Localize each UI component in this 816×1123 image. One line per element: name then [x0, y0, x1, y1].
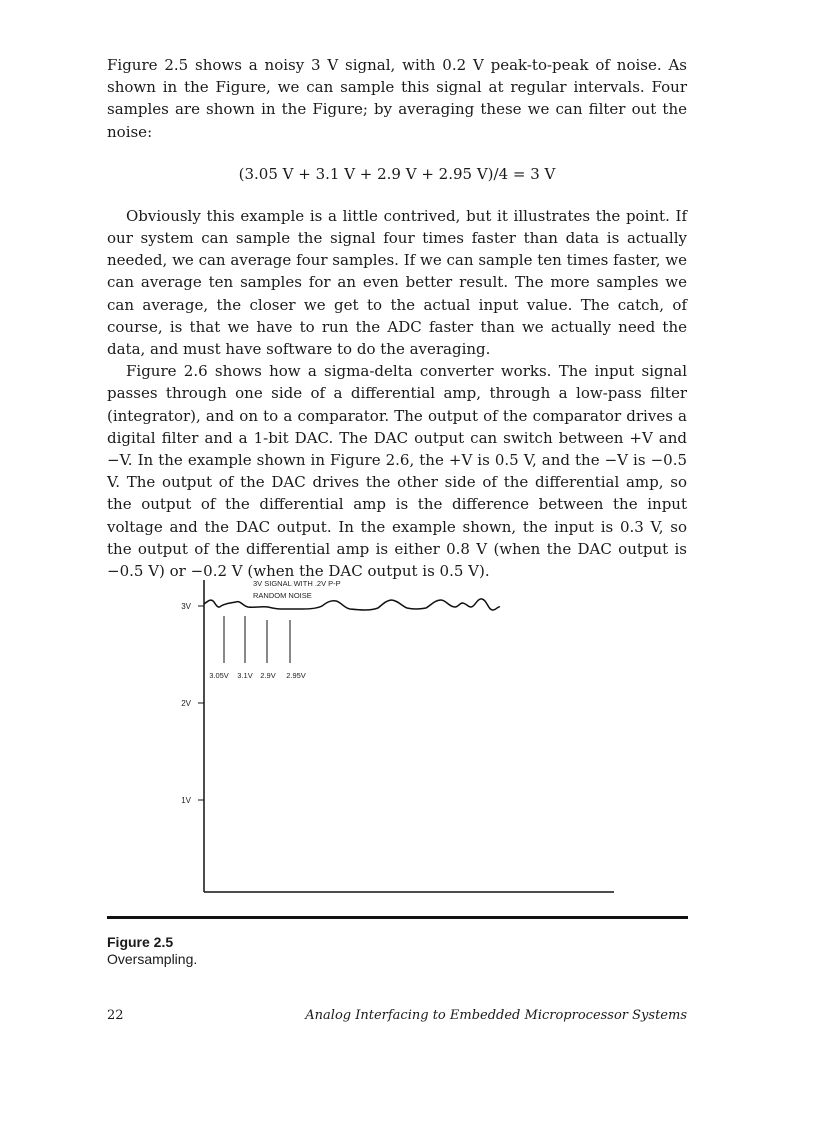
tick-label-3v: 3V [181, 602, 191, 611]
signal-label-line2: RANDOM NOISE [253, 591, 312, 600]
sample-label-2: 3.1V [237, 671, 253, 680]
page-number: 22 [107, 1008, 124, 1023]
figure-caption-text: Oversampling. [107, 951, 198, 967]
sample-label-3: 2.9V [260, 671, 276, 680]
sample-label-4: 2.95V [286, 671, 306, 680]
figure-rule [107, 916, 688, 919]
sample-label-1: 3.05V [209, 671, 229, 680]
figure-label: Figure 2.5 [107, 934, 174, 950]
paragraph-2: Obviously this example is a little contrived, but it illustrates the point. If our system can sample the signal four times faster than data is actually needed, we can average four samples. If we can sample ten times faster, we can average ten samples for an even better result. The more samples we can average, the closer we get to the actual input value. The catch, of course, is that we have to run the ADC faster than we actually need the data, and must have software to do the averaging. [107, 206, 687, 359]
paragraph-3: Figure 2.6 shows how a sigma-delta converter works. The input signal passes through one side of a differential amp, through a low-pass filter (integrator), and on to a comparator. The output of the comparator drives a digital filter and a 1-bit DAC. The DAC output can switch between +V and −V. In the example shown in Figure 2.6, the +V is 0.5 V, and the −V is −0.5 V. The output of the DAC drives the other side of the differential amp, so the output of the differential amp is the difference between the input voltage and the DAC output. In the example shown, the input is 0.3 V, so the output of the differential amp is either 0.8 V (when the DAC output is −0.5 V) or −0.2 V (when the DAC output is 0.5 V). [107, 362, 687, 581]
figure-caption [107, 934, 197, 968]
running-title: Analog Interfacing to Embedded Microprocessor Systems [305, 1008, 687, 1023]
signal-label-line1: 3V SIGNAL WITH .2V P-P [253, 579, 341, 588]
tick-label-1v: 1V [181, 796, 191, 805]
averaging-equation: (3.05 V + 3.1 V + 2.9 V + 2.95 V)/4 = 3 V [238, 164, 556, 183]
tick-label-2v: 2V [181, 699, 191, 708]
noisy-signal-line [204, 599, 500, 610]
paragraph-1: Figure 2.5 shows a noisy 3 V signal, with 0.2 V peak-to-peak of noise. As shown in the Figure, we can sample this signal at regular intervals. Four samples are shown in the Figure; by averaging these we can filter out the noise: [107, 56, 687, 141]
